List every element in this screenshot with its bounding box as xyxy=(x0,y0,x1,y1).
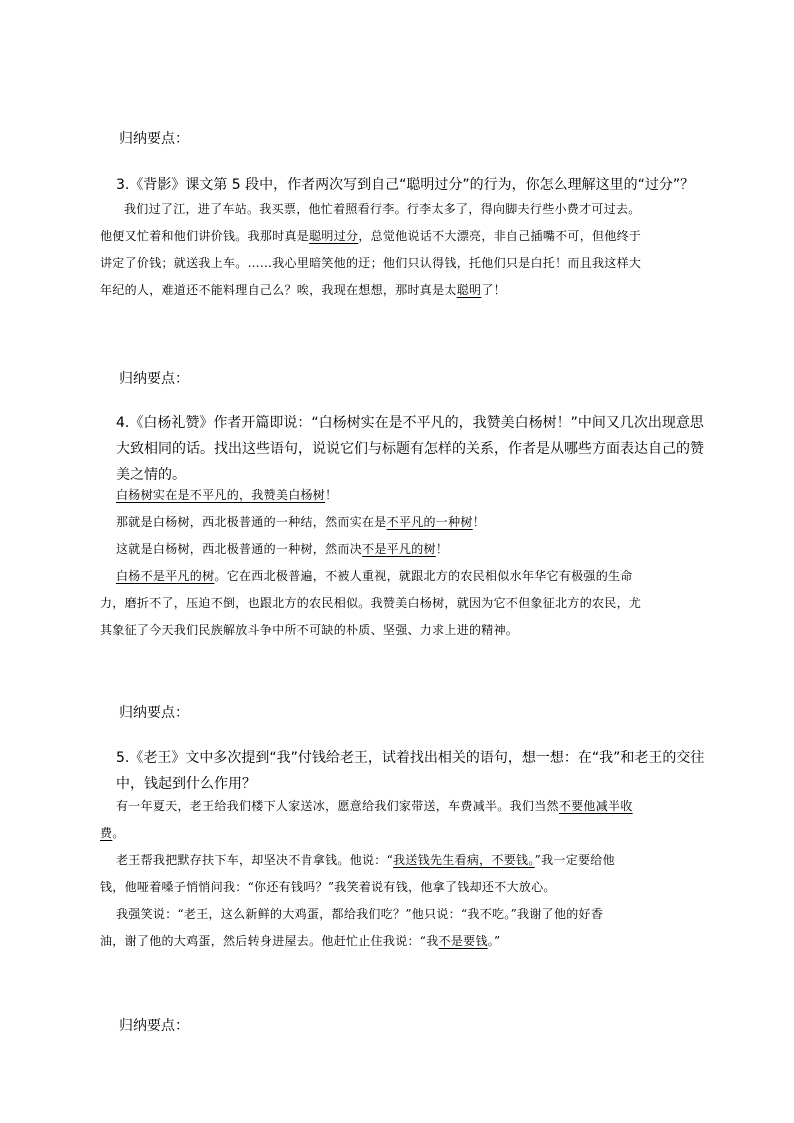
question-5: 5.《老王》文中多次提到“我”付钱给老王，试着找出相关的语句，想一想：在“我”和老王的交往中，钱起到什么作用？ xyxy=(116,750,705,792)
underline-phrase: 聪明 xyxy=(456,283,482,297)
excerpt-line: 这就是白杨树，西北极普通的一种树，然而决不是平凡的树！ xyxy=(116,542,449,556)
underline-phrase: 我送钱先生看病，不要钱。 xyxy=(393,853,535,867)
summary-label-3: 归纳要点： xyxy=(119,705,189,721)
excerpt-line: 那就是白杨树，西北极普通的一种结，然而实在是不平凡的一种树！ xyxy=(116,515,486,529)
underline-phrase: 聪明过分 xyxy=(309,229,359,243)
excerpt-5 xyxy=(100,793,712,955)
excerpt-line: 力，磨折不了，压迫不倒，也跟北方的农民相似。我赞美白杨树，就因为它不但象征北方的农民，尤 xyxy=(100,596,642,610)
excerpt-3 xyxy=(100,196,712,304)
excerpt-line: 他便又忙着和他们讲价钱。我那时真是聪明过分，总觉他说话不大漂亮，非自己插嘴不可，但他终于 xyxy=(100,229,642,243)
excerpt-line: 讲定了价钱；就送我上车。……我心里暗笑他的迂；他们只认得钱，托他们只是白托！而且我这样大 xyxy=(100,256,642,270)
question-3: 3.《背影》课文第 5 段中，作者两次写到自己“聪明过分”的行为，你怎么理解这里的“过分”？ xyxy=(116,177,695,193)
underline-phrase: 白杨树实在是不平凡的，我赞美白杨树 xyxy=(116,488,326,502)
excerpt-line: 我强笑说：“老王，这么新鲜的大鸡蛋，都给我们吃？”他只说：“我不吃。”我谢了他的好香 xyxy=(116,907,604,921)
summary-label-4: 归纳要点： xyxy=(119,1018,189,1034)
excerpt-4 xyxy=(116,482,728,563)
summary-label-1: 归纳要点： xyxy=(119,131,189,147)
excerpt-line: 其象征了今天我们民族解放斗争中所不可缺的朴质、坚强、力求上进的精神。 xyxy=(100,623,519,637)
excerpt-line: 白杨不是平凡的树。它在西北极普遍，不被人重视，就跟北方的农民相似水年华它有极强的生命 xyxy=(116,569,633,583)
excerpt-line: 费。 xyxy=(100,826,125,840)
underline-phrase: 白杨不是平凡的树 xyxy=(116,569,215,583)
underline-phrase: 不是平凡的树 xyxy=(362,542,436,556)
excerpt-line: 白杨树实在是不平凡的，我赞美白杨树！ xyxy=(116,488,338,502)
excerpt-4b xyxy=(100,563,712,644)
excerpt-line: 年纪的人，难道还不能料理自己么？唉，我现在想想，那时真是太聪明了！ xyxy=(100,283,506,297)
underline-phrase: 费 xyxy=(100,826,113,840)
question-4: 4.《白杨礼赞》作者开篇即说：“白杨树实在是不平凡的，我赞美白杨树！”中间又几次出现意思大致相同的话。找出这些语句，说说它们与标题有怎样的关系，作者是从哪些方面表达自己的赞美之情的。 xyxy=(116,415,704,483)
underline-phrase: 不是要钱 xyxy=(438,934,488,948)
excerpt-line: 有一年夏天，老王给我们楼下人家送冰，愿意给我们家带送，车费减半。我们当然不要他减半收 xyxy=(116,799,633,813)
excerpt-line: 我们过了江，进了车站。我买票，他忙着照看行李。行李太多了，得向脚夫行些小费才可过去。 xyxy=(124,202,641,216)
excerpt-line: 老王帮我把默存扶下车，却坚决不肯拿钱。他说：“我送钱先生看病，不要钱。”我一定要给他 xyxy=(116,853,615,867)
summary-label-2: 归纳要点： xyxy=(119,371,189,387)
underline-phrase: 不平凡的一种树 xyxy=(386,515,473,529)
underline-phrase: 不要他减半收 xyxy=(558,799,633,813)
excerpt-line: 钱，他哑着嗓子悄悄问我：“你还有钱吗？”我笑着说有钱，他拿了钱却还不大放心。 xyxy=(100,880,556,894)
excerpt-line: 油，谢了他的大鸡蛋，然后转身进屋去。他赶忙止住我说：“我不是要钱。” xyxy=(100,934,501,948)
